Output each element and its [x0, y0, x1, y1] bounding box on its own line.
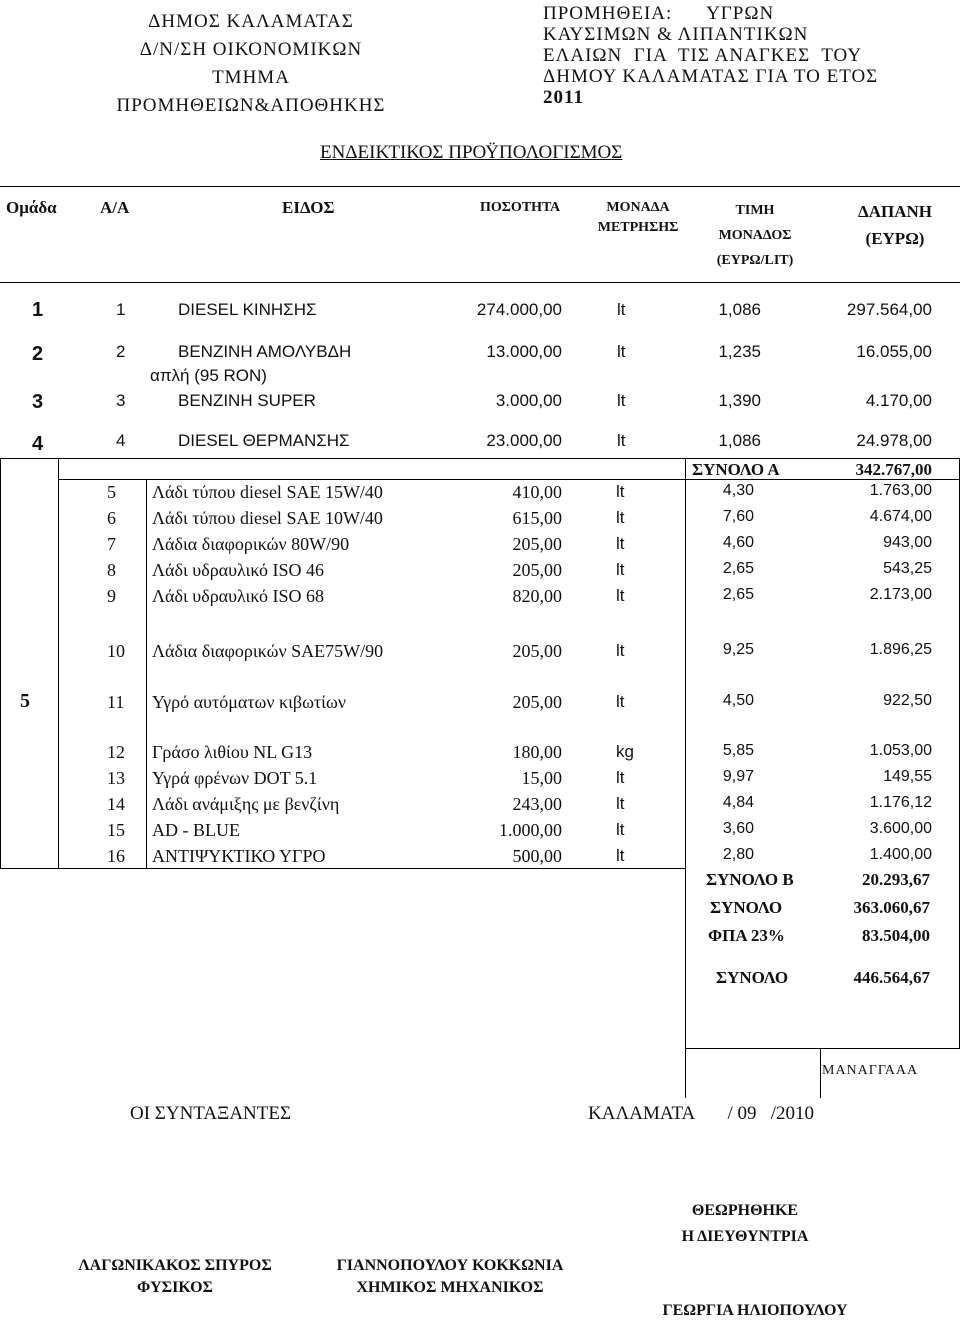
approval-block [660, 1198, 830, 1250]
row-aa: 6 [107, 508, 116, 528]
row-qty: 615,00 [512, 508, 562, 528]
row-unit: lt [617, 342, 626, 361]
row-cost: 16.055,00 [856, 342, 932, 361]
approved-label: ΘΕΩΡΗΘΗΚΕ [691, 1202, 799, 1219]
row-price: 2,65 [722, 560, 754, 577]
col-header-cost-line: (ΕΥΡΩ) [865, 229, 925, 248]
row-item: Γράσο λιθίου NL G13 [152, 742, 313, 762]
row-aa: 9 [107, 586, 116, 606]
col-header-unit [588, 198, 688, 238]
department-header [96, 8, 406, 120]
signatory-2 [310, 1255, 590, 1299]
row-price: 1,390 [718, 391, 761, 410]
row-price: 2,65 [722, 586, 754, 603]
row-aa: 4 [116, 431, 126, 450]
totals-inner-divider [820, 1048, 821, 1098]
row-cost: 2.173,00 [869, 586, 932, 603]
row-cost: 4.170,00 [865, 391, 932, 410]
procurement-header [543, 3, 878, 108]
signatory-1 [60, 1255, 290, 1299]
row-aa: 3 [116, 391, 126, 410]
row-qty: 23.000,00 [486, 431, 562, 450]
row-cost: 297.564,00 [846, 300, 932, 319]
group-number: 3 [32, 391, 44, 413]
header-line: ΔΗΜΟΥ ΚΑΛΑΜΑΤΑΣ ΓΙΑ ΤΟ ΕΤΟΣ [543, 66, 879, 87]
group5-bottom-border [0, 868, 685, 869]
row-item: DIESEL ΚΙΝΗΣΗΣ [178, 300, 317, 319]
header-line: 2011 [543, 87, 584, 108]
grand-total-value: 446.564,67 [853, 968, 930, 987]
row-cost: 1.400,00 [869, 846, 932, 863]
header-line: Δ/Ν/ΣΗ ΟΙΚΟΝΟΜΙΚΩΝ [139, 39, 363, 60]
row-cost: 1.053,00 [869, 742, 932, 759]
row-unit: lt [616, 692, 625, 711]
row-qty: 820,00 [512, 586, 562, 606]
row-price: 4,30 [722, 482, 754, 499]
row-item: Λάδι υδραυλικό ISO 68 [152, 586, 325, 606]
row-price: 1,086 [718, 300, 761, 319]
signatory-title: ΦΥΣΙΚΟΣ [137, 1279, 213, 1296]
totals-bottom-border [685, 1048, 960, 1049]
col-header-price-line: ΤΙΜΗ [735, 203, 775, 218]
director-label: Η ΔΙΕΥΘΥΝΤΡΙΑ [681, 1228, 809, 1245]
row-item: Λάδι τύπου diesel SAE 10W/40 [152, 508, 383, 528]
row-item: Λάδι υδραυλικό ISO 46 [152, 560, 325, 580]
col-header-price-line: ΜΟΝΑΔΟΣ [718, 228, 792, 243]
row-qty: 205,00 [512, 534, 562, 554]
row-qty: 410,00 [512, 482, 562, 502]
row-cost: 24.978,00 [856, 431, 932, 450]
total-a-label: ΣΥΝΟΛΟ Α [692, 460, 780, 479]
group-number: 5 [20, 690, 30, 712]
row-item-line2: απλή (95 RON) [150, 366, 267, 385]
signatory-3-name: ΓΕΩΡΓΙΑ ΗΛΙΟΠΟΥΛΟΥ [662, 1302, 848, 1319]
row-unit: lt [617, 431, 626, 450]
row-qty: 1.000,00 [499, 820, 562, 840]
row-price: 5,85 [722, 742, 754, 759]
row-price: 9,97 [722, 768, 754, 785]
row-price: 3,60 [722, 820, 754, 837]
row-price: 2,80 [722, 846, 754, 863]
header-line: ΠΡΟΜΗΘΕΙΑ: ΥΓΡΩΝ [543, 3, 775, 24]
row-qty: 13.000,00 [486, 342, 562, 361]
row-item: DIESEL ΘΕΡΜΑΝΣΗΣ [178, 431, 350, 450]
signatory-name: ΓΙΑΝΝΟΠΟΥΛΟΥ ΚΟΚΚΩΝΙΑ [336, 1257, 564, 1274]
row-unit: lt [616, 534, 625, 553]
row-aa: 16 [107, 846, 125, 866]
col-header-price-line: (ΕΥΡΩ/LIT) [716, 253, 794, 268]
row-price: 4,50 [722, 692, 754, 709]
row-qty: 243,00 [512, 794, 562, 814]
col-header-cost [835, 198, 955, 252]
row-qty: 274.000,00 [476, 300, 562, 319]
row-item: AD - BLUE [152, 820, 240, 840]
col-header-unit-line: ΜΟΝΑΔΑ [606, 200, 670, 215]
col-header-group: Ομάδα [6, 198, 57, 217]
row-unit: lt [616, 768, 625, 787]
signatory-title: ΧΗΜΙΚΟΣ ΜΗΧΑΝΙΚΟΣ [356, 1279, 544, 1296]
row-unit: lt [616, 508, 625, 527]
row-aa: 2 [116, 342, 126, 361]
row-aa: 8 [107, 560, 116, 580]
document-title: ΕΝΔΕΙΚΤΙΚΟΣ ΠΡΟΫΠΟΛΟΓΙΣΜΟΣ [320, 142, 623, 163]
row-unit: lt [616, 641, 625, 660]
totals-left-border [685, 458, 686, 1098]
row-qty: 500,00 [512, 846, 562, 866]
clipped-text: ΜΑΝΑΓΓΑΑΑ [822, 1064, 919, 1074]
row-unit: lt [616, 846, 625, 865]
row-cost: 1.896,25 [869, 641, 932, 658]
header-line: ΚΑΥΣΙΜΩΝ & ΛΙΠΑΝΤΙΚΩΝ [543, 24, 809, 45]
row-qty: 205,00 [512, 560, 562, 580]
total-a-value: 342.767,00 [855, 460, 932, 479]
row-price: 9,25 [722, 641, 754, 658]
row-cost: 922,50 [883, 692, 932, 709]
row-qty: 3.000,00 [495, 391, 562, 410]
place-date: ΚΑΛΑΜΑΤΑ / 09 /2010 [588, 1103, 815, 1124]
row-item: ΒΕΝΖΙΝΗ ΑΜΟΛΥΒΔΗ [178, 342, 352, 361]
row-cost: 4.674,00 [869, 508, 932, 525]
table-top-border [0, 186, 960, 187]
row-price: 7,60 [722, 508, 754, 525]
row-aa: 11 [107, 692, 125, 712]
row-item: Υγρά φρένων DOT 5.1 [152, 768, 318, 788]
row-qty: 205,00 [512, 641, 562, 661]
group-number: 2 [32, 343, 44, 365]
header-line: ΠΡΟΜΗΘΕΙΩΝ&ΑΠΟΘΗΚΗΣ [116, 95, 386, 116]
composers-label: ΟΙ ΣΥΝΤΑΞΑΝΤΕΣ [130, 1103, 292, 1124]
aa-column-divider [146, 480, 147, 868]
subtotal-value: 363.060,67 [853, 898, 930, 917]
signatory-name: ΛΑΓΩΝΙΚΑΚΟΣ ΣΠΥΡΟΣ [78, 1257, 272, 1274]
col-header-aa: Α/Α [100, 198, 130, 217]
row-item: ΒΕΝΖΙΝΗ SUPER [178, 391, 316, 410]
header-line: ΔΗΜΟΣ ΚΑΛΑΜΑΤΑΣ [148, 11, 354, 32]
row-aa: 12 [107, 742, 125, 762]
row-cost: 1.763,00 [869, 482, 932, 499]
row-item: Λάδια διαφορικών 80W/90 [152, 534, 350, 554]
row-item: Υγρό αυτόματων κιβωτίων [152, 692, 346, 712]
row-cost: 943,00 [883, 534, 932, 551]
row-unit: lt [617, 300, 626, 319]
group-number: 1 [32, 299, 44, 321]
row-qty: 15,00 [521, 768, 562, 788]
col-header-item: ΕΙΔΟΣ [282, 198, 335, 217]
row-price: 1,086 [718, 431, 761, 450]
header-line: ΕΛΑΙΩΝ ΓΙΑ ΤΙΣ ΑΝΑΓΚΕΣ ΤΟΥ [543, 45, 863, 66]
vat-label: ΦΠΑ 23% [708, 926, 785, 945]
col-header-unit-line: ΜΕΤΡΗΣΗΣ [597, 220, 679, 235]
row-price: 4,84 [722, 794, 754, 811]
header-line: ΤΜΗΜΑ [212, 67, 290, 88]
row-unit: lt [616, 794, 625, 813]
total-b-label: ΣΥΝΟΛΟ Β [706, 870, 794, 889]
row-aa: 15 [107, 820, 125, 840]
row-cost: 3.600,00 [869, 820, 932, 837]
col-header-price [700, 198, 810, 273]
total-a-border [0, 458, 960, 459]
subtotal-label: ΣΥΝΟΛΟ [710, 898, 783, 917]
row-aa: 5 [107, 482, 116, 502]
row-aa: 14 [107, 794, 125, 814]
col-header-cost-line: ΔΑΠΑΝΗ [858, 202, 932, 221]
row-cost: 543,25 [883, 560, 932, 577]
row-item: Λάδι ανάμιξης με βενζίνη [152, 794, 340, 814]
row-aa: 7 [107, 534, 116, 554]
row-aa: 1 [116, 300, 126, 319]
group-number: 4 [32, 433, 44, 455]
group5-number-divider [58, 458, 59, 868]
row-item: ΑΝΤΙΨΥΚΤΙΚΟ ΥΓΡΟ [152, 846, 326, 866]
row-cost: 149,55 [883, 768, 932, 785]
row-item: Λάδια διαφορικών SAE75W/90 [152, 641, 384, 661]
grand-total-label: ΣΥΝΟΛΟ [716, 968, 789, 987]
vat-value: 83.504,00 [862, 926, 930, 945]
row-unit: lt [616, 482, 625, 501]
row-price: 4,60 [722, 534, 754, 551]
row-price: 1,235 [718, 342, 761, 361]
row-item: Λάδι τύπου diesel SAE 15W/40 [152, 482, 383, 502]
col-header-qty: ΠΟΣΟΤΗΤΑ [480, 200, 561, 215]
row-aa: 10 [107, 641, 125, 661]
row-unit: lt [616, 586, 625, 605]
row-cost: 1.176,12 [869, 794, 932, 811]
group5-left-border [0, 458, 1, 868]
row-qty: 180,00 [512, 742, 562, 762]
row-aa: 13 [107, 768, 125, 788]
row-unit: lt [616, 560, 625, 579]
total-b-value: 20.293,67 [862, 870, 930, 889]
header-bottom-border [0, 282, 960, 283]
row-unit: lt [617, 391, 626, 410]
row-unit: kg [616, 742, 634, 761]
row-qty: 205,00 [512, 692, 562, 712]
row-unit: lt [616, 820, 625, 839]
